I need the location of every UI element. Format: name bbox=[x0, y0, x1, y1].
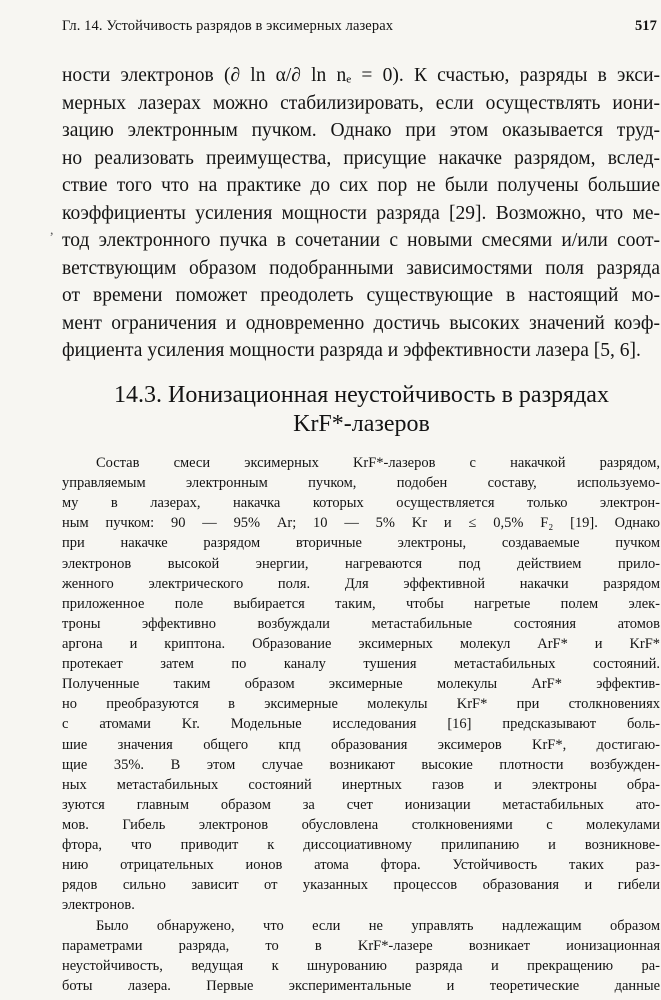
text-line: Было обнаружено, что если не управлять надлежащим образом bbox=[96, 917, 660, 934]
text-line: щие 35%. В этом случае возникают высокие плотности возбужден- bbox=[62, 756, 660, 773]
text-line: троны эффективно возбуждали метастабильные состояния атомов bbox=[62, 615, 660, 632]
text-line: от времени поможет преодолеть существующие в настоящий мо- bbox=[62, 285, 660, 306]
text-line: параметрами разряда, то в KrF*-лазере возникает ионизационная bbox=[62, 937, 660, 954]
text-line: но преобразуются в эксимерные молекулы KrF* при столкновениях bbox=[62, 696, 660, 713]
text-line: ветствующим образом подобранными зависимостями поля разряда bbox=[62, 258, 660, 279]
text-line: протекает затем по каналу тушения метастабильных состояний. bbox=[62, 656, 660, 673]
running-header bbox=[62, 18, 661, 40]
text-line: му в лазерах, накачка которых осуществляется только электрон- bbox=[62, 495, 660, 512]
text-line: зацию электронным пучком. Однако при этом оказывается труд- bbox=[62, 120, 660, 141]
text-line: коэффициенты усиления мощности разряда [29]. Возможно, что ме- bbox=[62, 203, 660, 224]
text-line: при накачке разрядом вторичные электроны, создаваемые пучком bbox=[62, 535, 660, 552]
text-line: электронов. bbox=[62, 897, 135, 914]
chapter-title: Гл. 14. Устойчивость разрядов в эксимерных лазерах bbox=[62, 18, 394, 34]
text-line: мент ограничения и одновременно достичь высоких значений коэф- bbox=[62, 313, 660, 334]
text-line: управляемым электронным пучком, подобен составу, используемо- bbox=[62, 475, 660, 492]
text-line: шие значения общего кпд образования эксимеров KrF*, достигаю- bbox=[62, 736, 660, 753]
text-line: тод электронного пучка в сочетании с новыми смесями и/или соот- bbox=[62, 230, 660, 251]
text-line: женного электрического поля. Для эффективной накачки разрядом bbox=[62, 575, 660, 592]
text-line: ности электронов (∂ ln α/∂ ln nₑ = 0). К счастью, разряды в экси- bbox=[62, 65, 660, 86]
text-line: зуются главным образом за счет ионизации метастабильных ато- bbox=[62, 796, 660, 813]
text-line: аргона и криптона. Образование эксимерных молекул ArF* и KrF* bbox=[62, 636, 660, 652]
text-line: нию отрицательных ионов атома фтора. Устойчивость таких раз- bbox=[62, 857, 660, 874]
text-line: с атомами Kr. Модельные исследования [16] предсказывают боль- bbox=[62, 716, 660, 733]
margin-mark: , bbox=[50, 223, 54, 238]
text-line: мерных лазерах можно стабилизировать, если осуществлять иони- bbox=[62, 93, 660, 114]
text-line: мов. Гибель электронов обусловлена столкновениями с молекулами bbox=[62, 817, 660, 833]
text-line: ных метастабильных состояний инертных газов и электроны обра- bbox=[62, 776, 660, 793]
text-line: ным пучком: 90 — 95% Ar; 10 — 5% Kr и ≤ 0,5% F₂ [19]. Однако bbox=[62, 515, 660, 532]
text-line: но реализовать преимущества, присущие накачке разрядом, вслед- bbox=[62, 148, 660, 169]
text-line: фициента усиления мощности разряда и эффективности лазера [5, 6]. bbox=[62, 340, 641, 361]
text-line: приложенное поле выбирается таким, чтобы нагретые полем элек- bbox=[62, 595, 660, 612]
text-line: боты лазера. Первые экспериментальные и теоретические данные bbox=[62, 977, 660, 994]
text-line: фтора, что приводит к диссоциативному прилипанию и возникнове- bbox=[62, 837, 660, 854]
text-line: Полученные таким образом эксимерные молекулы ArF* эффектив- bbox=[62, 676, 660, 693]
page-number: 517 bbox=[634, 18, 657, 34]
section-heading-continued: KrF*-лазеров bbox=[293, 411, 430, 437]
text-line: электронов высокой энергии, нагреваются под действием прило- bbox=[62, 555, 660, 572]
text-line: Состав смеси эксимерных KrF*-лазеров с накачкой разрядом, bbox=[96, 455, 660, 471]
section-heading: 14.3. Ионизационная неустойчивость в разрядах bbox=[114, 382, 609, 408]
text-line: неустойчивость, ведущая к шнурованию разряда и прекращению ра- bbox=[62, 957, 660, 974]
text-line: ствие того что на практике до сих пор не были получены большие bbox=[62, 175, 660, 196]
text-line: рядов сильно зависит от указанных процессов образования и гибели bbox=[62, 877, 660, 894]
